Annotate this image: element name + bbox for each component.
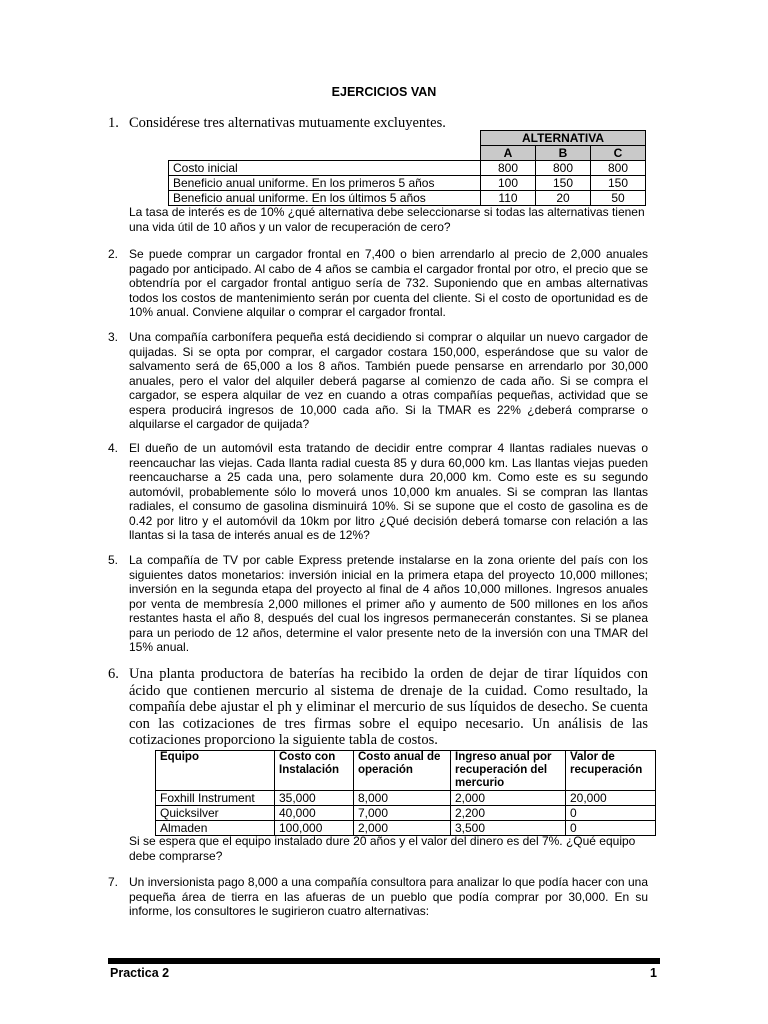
exercise-6-question: Si se espera que el equipo instalado dure 20 años y el valor del dinero es del 7%. ¿Qué equipo debe comprarse?: [129, 834, 636, 863]
footer-rule: [108, 958, 660, 964]
exercise-text: Un inversionista pago 8,000 a una compañía consultora para analizar lo que podía hacer con una pequeña área de tierra en las afueras de un pueblo que podía comprar por 30,000. En su informe, los consultores le sugirieron cuatro alternativas:: [129, 875, 648, 918]
table-cell: 0: [566, 821, 656, 836]
column-header: Equipo: [156, 751, 275, 791]
column-header: Costo con Instalación: [275, 751, 354, 791]
footer-label: Practica 2: [110, 966, 170, 980]
exercise-2: [108, 247, 648, 320]
table-cell: 50: [591, 191, 646, 206]
exercise-5: [108, 553, 648, 655]
row-label: Beneficio anual uniforme. En los primeros 5 años: [169, 176, 481, 191]
exercise-intro: Considérese tres alternativas mutuamente excluyentes.: [129, 115, 446, 131]
row-label: Beneficio anual uniforme. En los últimos 5 años: [169, 191, 481, 206]
exercise-text: Una compañía carbonífera pequeña está decidiendo si comprar o alquilar un nuevo cargador de quijadas. Si se opta por comprar, el cargador costara 150,000, esperándose que su valor de salvamento será de 65,000 a los 8 años. También puede pensarse en arrendarlo por 30,000 anuales, pero el valor del alquiler deberá pagarse al comienzo de cada año. Si se compra el cargador, se espera alquilar de vez en cuando a otras compañías pequeñas, actividad que se espera producirá ingresos de 10,000 cada año. Si la TMAR es 22% ¿deberá comprarse o alquilarse el cargador de quijada?: [129, 330, 648, 431]
table-cell: 2,000: [354, 821, 451, 836]
row-label: Costo inicial: [169, 161, 481, 176]
table-row: [156, 806, 656, 821]
exercise-number: 6.: [108, 666, 119, 682]
table-cell: 800: [591, 161, 646, 176]
page-number: 1: [650, 966, 657, 980]
exercise-text: Una planta productora de baterías ha recibido la orden de dejar de tirar líquidos con ácido que contienen mercurio al sistema de drenaje de la cuidad. Como resultado, la compañía debe ajustar el ph y eliminar el mercurio de sus líquidos de desecho. Se cuenta con las cotizaciones de tres firmas sobre el equipo necesario. Un análisis de las cotizaciones proporciono la siguiente tabla de costos.: [129, 666, 648, 748]
table-cell: 3,500: [451, 821, 566, 836]
table-cell: 0: [566, 806, 656, 821]
table-cell: 40,000: [275, 806, 354, 821]
exercise-7: [108, 875, 648, 919]
exercise-text: La compañía de TV por cable Express pretende instalarse en la zona oriente del país con los siguientes datos monetarios: inversión inicial en la primera etapa del proyecto 10,000 millones; inversión en la segunda etapa del proyecto al final de 4 años 10,000 millones. Ingresos anuales por venta de membresía 2,000 millones el primer año y aumento de 500 millones en los años restantes hasta el año 8, después del cual los ingresos permanecerán constantes. Si se planea para un periodo de 12 años, determine el valor presente neto de la inversión con una TMAR del 15% anual.: [129, 553, 648, 654]
exercise-3: [108, 330, 648, 432]
exercise-1-question: La tasa de interés es de 10% ¿qué alternativa debe seleccionarse si todas las alternativas tienen una vida útil de 10 años y un valor de recuperación de cero?: [129, 205, 645, 234]
table-cell: 7,000: [354, 806, 451, 821]
group-header: ALTERNATIVA: [481, 131, 646, 146]
exercise-4: [108, 441, 648, 543]
column-header: Costo anual de operación: [354, 751, 451, 791]
table-row: [169, 176, 646, 191]
table-cell: 100: [481, 176, 536, 191]
exercise-number: 5.: [108, 553, 119, 567]
table-cell: Quicksilver: [156, 806, 275, 821]
page-title: EJERCICIOS VAN: [331, 85, 437, 99]
table-cell: 150: [591, 176, 646, 191]
table-row: [169, 191, 646, 206]
alternatives-table: [168, 130, 646, 206]
table-cell: Almaden: [156, 821, 275, 836]
column-header: A: [481, 146, 536, 161]
exercise-text: Se puede comprar un cargador frontal en 7,400 o bien arrendarlo al precio de 2,000 anuales pagado por anticipado. Al cabo de 4 años se cambia el cargador frontal por otro, el precio que se obtendría por el cargador frontal antiguo sería de 732. Suponiendo que en ambas alternativas todos los costos de mantenimiento serán por cuenta del cliente. Si el costo de oportunidad es de 10% anual. Conviene alquilar o comprar el cargador frontal.: [129, 247, 648, 319]
table-cell: 35,000: [275, 791, 354, 806]
equipment-cost-table: [155, 750, 656, 836]
exercise-number: 2.: [108, 247, 119, 261]
table-cell: 20: [536, 191, 591, 206]
table-cell: 150: [536, 176, 591, 191]
table-row: [169, 161, 646, 176]
table-cell: 8,000: [354, 791, 451, 806]
table-cell: 2,000: [451, 791, 566, 806]
table-row: [156, 791, 656, 806]
column-header: Ingreso anual por recuperación del mercurio: [451, 751, 566, 791]
table-cell: 800: [481, 161, 536, 176]
column-header: C: [591, 146, 646, 161]
table-cell: Foxhill Instrument: [156, 791, 275, 806]
exercise-6: [108, 666, 648, 749]
exercise-number: 3.: [108, 330, 119, 344]
table-cell: 20,000: [566, 791, 656, 806]
exercise-number: 4.: [108, 441, 119, 455]
table-cell: 110: [481, 191, 536, 206]
exercise-number: 7.: [108, 875, 119, 889]
table-cell: 2,200: [451, 806, 566, 821]
table-cell: 100,000: [275, 821, 354, 836]
exercise-number: 1.: [108, 115, 119, 131]
exercise-text: El dueño de un automóvil esta tratando de decidir entre comprar 4 llantas radiales nuevas o reencauchar las viejas. Cada llanta radial cuesta 85 y dura 60,000 km. Las llantas viejas pueden reencaucharse a 25 cada una, pero solamente dura 20,000 km. Como este es su segundo automóvil, probablemente sólo lo moverá unos 10,000 km anuales. Si se compran las llantas radiales, el consumo de gasolina disminuirá 10%. Si se supone que el costo de gasolina es de 0.42 por litro y el automóvil da 10km por litro ¿Qué decisión deberá tomarse con relación a las llantas si la tasa de interés anual es de 12%?: [129, 441, 648, 542]
column-header: Valor de recuperación: [566, 751, 656, 791]
column-header: B: [536, 146, 591, 161]
table-cell: 800: [536, 161, 591, 176]
